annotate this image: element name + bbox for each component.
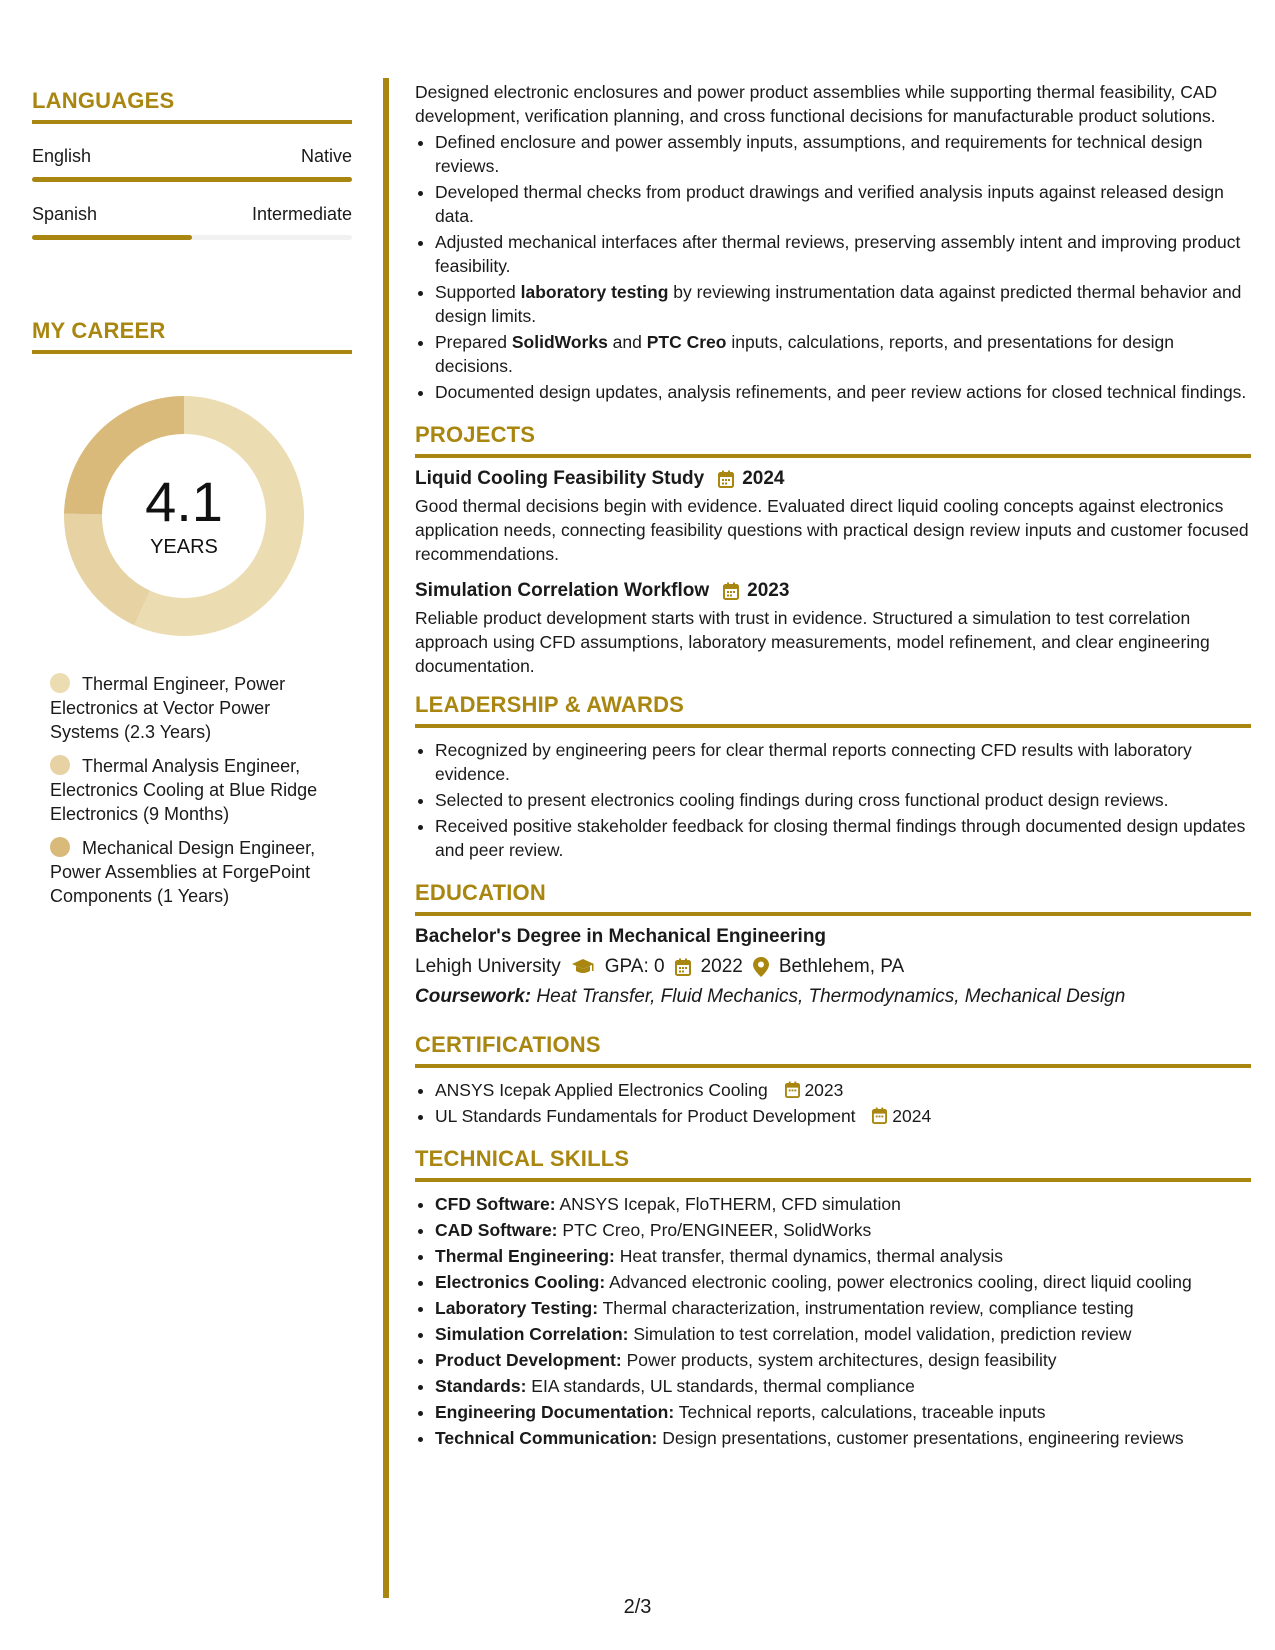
- education-location: Bethlehem, PA: [778, 956, 905, 977]
- location-pin-icon: [753, 957, 769, 977]
- skill-label: Simulation Correlation:: [435, 1324, 629, 1344]
- legend-dot-icon: [50, 755, 70, 775]
- career-total-years: 4.1: [145, 469, 223, 533]
- experience-bullet: [435, 280, 1251, 328]
- calendar-icon: [872, 1107, 887, 1124]
- education-details: [415, 956, 1251, 978]
- career-legend-item: [50, 754, 340, 826]
- education-title: EDUCATION: [415, 880, 1251, 916]
- coursework-label: Coursework:: [415, 986, 532, 1007]
- skill-item: [435, 1296, 1251, 1320]
- skill-value: EIA standards, UL standards, thermal compliance: [531, 1376, 915, 1396]
- skill-item: [435, 1426, 1251, 1450]
- certification-name: UL Standards Fundamentals for Product Development: [435, 1106, 856, 1126]
- education-coursework: [415, 986, 1251, 1008]
- bullet-highlight: PTC Creo: [646, 332, 727, 352]
- skill-value: PTC Creo, Pro/ENGINEER, SolidWorks: [562, 1220, 872, 1240]
- project-heading: [415, 468, 1251, 490]
- career-title: MY CAREER: [32, 318, 352, 354]
- certification-name: ANSYS Icepak Applied Electronics Cooling: [435, 1080, 768, 1100]
- skill-value: Simulation to test correlation, model validation, prediction review: [633, 1324, 1132, 1344]
- experience-bullets: [415, 130, 1251, 404]
- page-number: 2/3: [623, 1596, 652, 1618]
- skill-item: [435, 1322, 1251, 1346]
- career-legend-item: [50, 836, 340, 908]
- project-name: Liquid Cooling Feasibility Study: [415, 468, 705, 489]
- experience-bullet: [435, 130, 1251, 178]
- language-level: Intermediate: [251, 204, 352, 224]
- skill-item: [435, 1192, 1251, 1216]
- language-item: [32, 204, 352, 240]
- bullet-text: by reviewing instrumentation data against predicted thermal behavior and design limits.: [435, 282, 1242, 326]
- career-donut-chart: [64, 396, 304, 636]
- education-year: 2022: [700, 956, 743, 977]
- language-item: [32, 146, 352, 182]
- project-description: Reliable product development starts with trust in evidence. Structured a simulation to test correlation approach using CFD assumptions, laboratory measurements, model refinement, and clear engineering documentation.: [415, 608, 1210, 676]
- skills-section: [415, 1146, 1251, 1450]
- language-name: Spanish: [32, 204, 98, 224]
- legend-dot-icon: [50, 673, 70, 693]
- skill-value: Design presentations, customer presentations, engineering reviews: [662, 1428, 1184, 1448]
- skill-value: ANSYS Icepak, FloTHERM, CFD simulation: [559, 1194, 901, 1214]
- bullet-text: Supported: [435, 282, 521, 302]
- graduation-cap-icon: [571, 958, 595, 976]
- coursework-list: Heat Transfer, Fluid Mechanics, Thermodynamics, Mechanical Design: [536, 986, 1126, 1007]
- skill-value: Technical reports, calculations, traceable inputs: [678, 1402, 1046, 1422]
- award-item: • Received positive stakeholder feedback for closing thermal findings through documented design updates and peer review.: [435, 814, 1251, 862]
- skill-value: Power products, system architectures, design feasibility: [626, 1350, 1057, 1370]
- skill-item: [435, 1400, 1251, 1424]
- skill-label: CAD Software:: [435, 1220, 558, 1240]
- skill-item: [435, 1244, 1251, 1268]
- skill-label: Standards:: [435, 1376, 527, 1396]
- award-item: • Selected to present electronics cooling findings during cross functional product design reviews.: [435, 788, 1251, 812]
- career-legend: [50, 672, 340, 908]
- skill-item: [435, 1348, 1251, 1372]
- certification-item: [435, 1078, 1251, 1102]
- right-column: [415, 80, 1251, 1452]
- career-role-label: Mechanical Design Engineer, Power Assemblies at ForgePoint Components (1 Years): [50, 838, 316, 906]
- certifications-list: [415, 1078, 1251, 1128]
- language-proficiency-bar: [32, 235, 352, 240]
- awards-list: [415, 738, 1251, 862]
- experience-bullet: [435, 380, 1251, 404]
- language-proficiency-fill: [32, 177, 352, 182]
- skill-label: Product Development:: [435, 1350, 622, 1370]
- skill-value: Thermal characterization, instrumentation review, compliance testing: [602, 1298, 1134, 1318]
- skill-label: Laboratory Testing:: [435, 1298, 599, 1318]
- education-degree: Bachelor's Degree in Mechanical Engineering: [415, 926, 827, 947]
- certifications-title: CERTIFICATIONS: [415, 1032, 1251, 1068]
- career-role-label: Thermal Analysis Engineer, Electronics Cooling at Blue Ridge Electronics (9 Months): [50, 756, 318, 824]
- education-gpa: GPA: 0: [604, 956, 665, 977]
- skill-value: Heat transfer, thermal dynamics, thermal analysis: [619, 1246, 1003, 1266]
- projects-section: [415, 422, 1251, 678]
- bullet-text: inputs, calculations, reports, and presentations for design decisions.: [435, 332, 1174, 376]
- skill-item: [435, 1374, 1251, 1398]
- bullet-text: Documented design updates, analysis refinements, and peer review actions for closed technical findings.: [435, 382, 1247, 402]
- experience-bullet: [435, 230, 1251, 278]
- skill-label: Electronics Cooling:: [435, 1272, 606, 1292]
- calendar-icon: [723, 582, 739, 600]
- project-description: Good thermal decisions begin with evidence. Evaluated direct liquid cooling concepts against electronics application needs, connecting feasibility questions with practical design review inputs and customer focused recommendations.: [415, 496, 1249, 564]
- project-year: 2024: [742, 468, 785, 489]
- calendar-icon: [785, 1081, 800, 1098]
- language-name: English: [32, 146, 92, 166]
- language-proficiency-bar: [32, 177, 352, 182]
- legend-dot-icon: [50, 837, 70, 857]
- projects-title: PROJECTS: [415, 422, 1251, 458]
- skill-value: Advanced electronic cooling, power electronics cooling, direct liquid cooling: [609, 1272, 1192, 1292]
- skill-label: Engineering Documentation:: [435, 1402, 675, 1422]
- skill-item: [435, 1218, 1251, 1242]
- project-year: 2023: [747, 580, 790, 601]
- award-item: • Recognized by engineering peers for clear thermal reports connecting CFD results with laboratory evidence.: [435, 738, 1251, 786]
- language-level: Native: [300, 146, 352, 166]
- skill-label: Technical Communication:: [435, 1428, 658, 1448]
- skill-label: Thermal Engineering:: [435, 1246, 615, 1266]
- experience-bullet: [435, 330, 1251, 378]
- awards-section: [415, 692, 1251, 862]
- bullet-text: Developed thermal checks from product drawings and verified analysis inputs against released design data.: [435, 182, 1224, 226]
- career-legend-item: [50, 672, 340, 744]
- project-name: Simulation Correlation Workflow: [415, 580, 710, 601]
- project-heading: [415, 580, 1251, 602]
- career-total-unit: YEARS: [150, 535, 218, 558]
- skill-label: CFD Software:: [435, 1194, 556, 1214]
- column-divider: [383, 78, 389, 1598]
- language-proficiency-fill: [32, 235, 192, 240]
- calendar-icon: [675, 958, 691, 976]
- certification-item: [435, 1104, 1251, 1128]
- bullet-text: Adjusted mechanical interfaces after thermal reviews, preserving assembly intent and improving product feasibility.: [435, 232, 1241, 276]
- bullet-highlight: laboratory testing: [520, 282, 669, 302]
- experience-bullet: [435, 180, 1251, 228]
- certification-year: 2023: [804, 1080, 844, 1100]
- bullet-text: Defined enclosure and power assembly inputs, assumptions, and requirements for technical design reviews.: [435, 132, 1203, 176]
- languages-title: LANGUAGES: [32, 88, 352, 124]
- skills-title: TECHNICAL SKILLS: [415, 1146, 1251, 1182]
- skill-item: [435, 1270, 1251, 1294]
- bullet-highlight: SolidWorks: [511, 332, 608, 352]
- bullet-text: and: [607, 332, 647, 352]
- career-role-label: Thermal Engineer, Power Electronics at Vector Power Systems (2.3 Years): [50, 674, 286, 742]
- skills-list: [415, 1192, 1251, 1450]
- calendar-icon: [718, 470, 734, 488]
- left-column: [32, 88, 352, 918]
- awards-title: LEADERSHIP & AWARDS: [415, 692, 1251, 728]
- education-school: Lehigh University: [415, 956, 561, 977]
- certification-year: 2024: [892, 1106, 932, 1126]
- education-section: [415, 880, 1251, 1008]
- bullet-text: Prepared: [435, 332, 512, 352]
- experience-summary: Designed electronic enclosures and power product assemblies while supporting thermal feasibility, CAD development, verification planning, and cross functional decisions for manufacturable product solutions.: [415, 82, 1218, 126]
- certifications-section: [415, 1032, 1251, 1128]
